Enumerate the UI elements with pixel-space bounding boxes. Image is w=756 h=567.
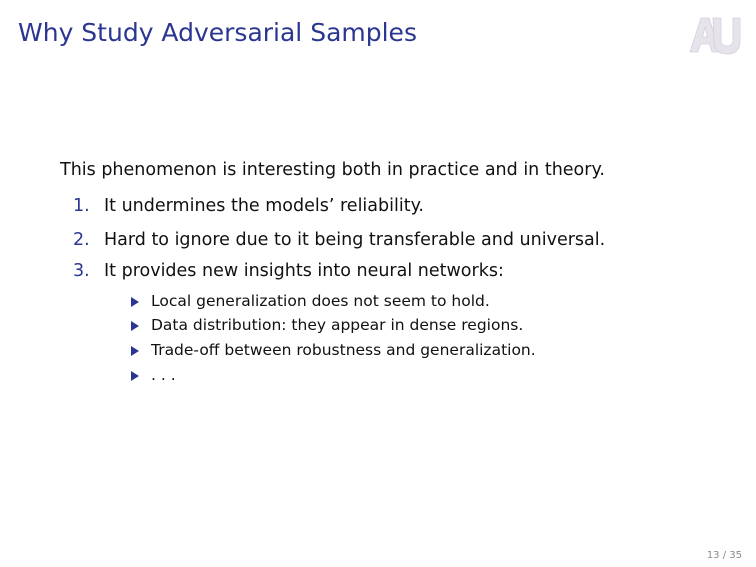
slide-title: Why Study Adversarial Samples	[18, 18, 417, 47]
triangle-bullet-icon	[131, 346, 139, 356]
sub-bullet-text: Local generalization does not seem to hold.	[151, 292, 490, 310]
item-text: Hard to ignore due to it being transferable and universal.	[104, 230, 606, 250]
item-number: 3.	[73, 261, 90, 281]
item-number: 2.	[73, 230, 90, 250]
triangle-bullet-icon	[131, 297, 139, 307]
sub-bullet-text: Data distribution: they appear in dense regions.	[151, 316, 524, 334]
page-number: 13 / 35	[706, 550, 742, 561]
sub-bullet-text: Trade-off between robustness and generalization.	[151, 341, 536, 359]
intro-text: This phenomenon is interesting both in practice and in theory.	[60, 160, 605, 180]
triangle-bullet-icon	[131, 321, 139, 331]
triangle-bullet-icon	[131, 371, 139, 381]
sub-bullet-text: . . .	[151, 366, 176, 384]
item-text: It undermines the models’ reliability.	[104, 196, 424, 216]
au-logo-icon	[687, 12, 743, 58]
item-number: 1.	[73, 196, 90, 216]
item-text: It provides new insights into neural networks:	[104, 261, 504, 281]
